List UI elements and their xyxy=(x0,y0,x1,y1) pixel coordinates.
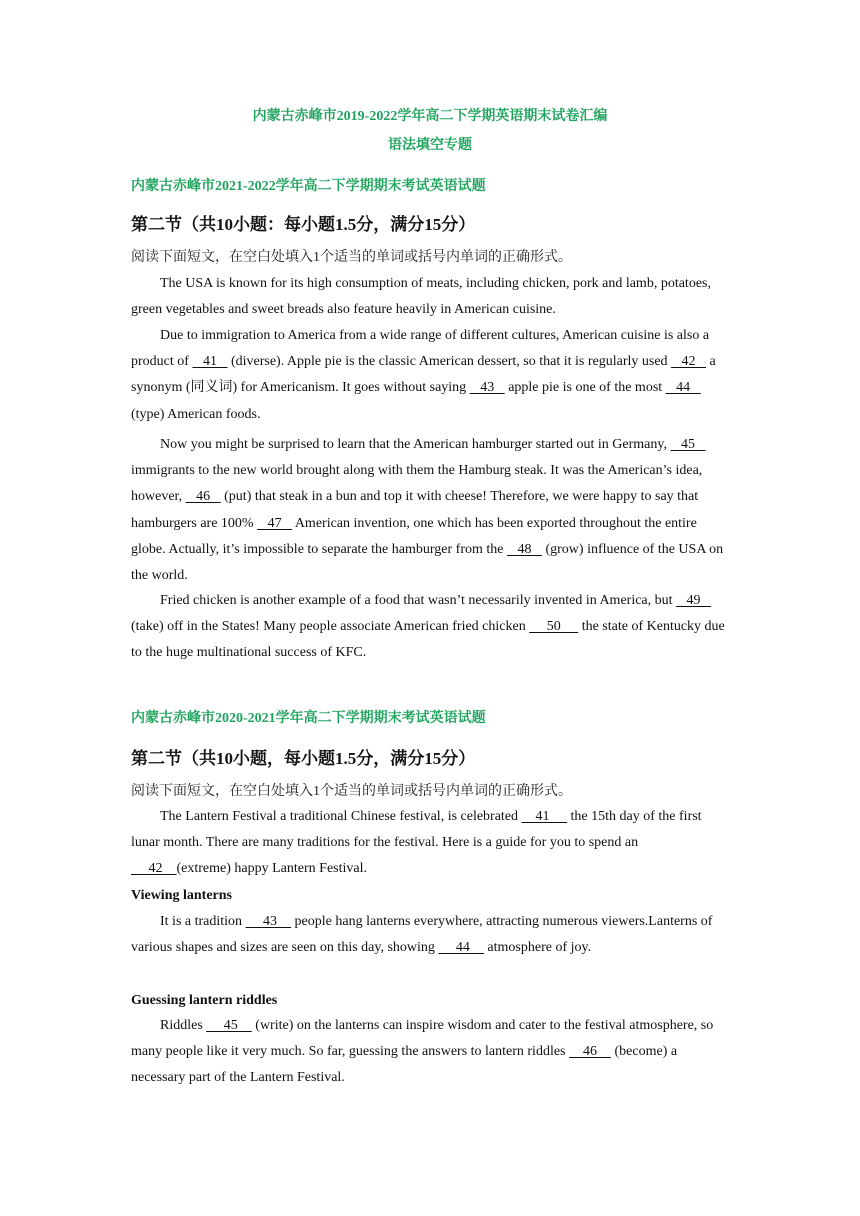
main-title: 内蒙古赤峰市2019-2022学年高二下学期英语期末试卷汇编 xyxy=(252,109,608,124)
blank-43: 43 xyxy=(469,380,505,396)
exam1-paragraph-1: The USA is known for its high consumption of meats, including chicken, pork and lamb, potatoes, green vegetables and sweet breads also feature heavily in American cuisine. xyxy=(131,276,711,318)
text: apple pie is one of the most xyxy=(504,380,666,396)
text: atmosphere of joy. xyxy=(483,940,592,956)
blank-48: 48 xyxy=(506,541,542,557)
blank-46: 46 xyxy=(185,489,221,505)
blank-44: 44 xyxy=(438,940,484,956)
text: (diverse). Apple pie is the classic American dessert, so that it is regularly used xyxy=(227,354,672,370)
blank-44: 44 xyxy=(665,380,701,396)
blank-45: 45 xyxy=(670,437,706,452)
exam1-section-title: 第二节（共10小题：每小题1.5分，满分15分） xyxy=(131,215,476,234)
exam2-paragraph-1 xyxy=(131,804,726,883)
subheading-viewing-lanterns: Viewing lanterns xyxy=(131,888,232,903)
text: The Lantern Festival a traditional Chinese festival, is celebrated xyxy=(160,809,522,824)
text: American invention, one which has been exported throughout the entire globe. Actually, it’s impossible to separate the hamburger from the xyxy=(131,515,697,557)
exam2-instruction: 阅读下面短文，在空白处填入1个适当的单词或括号内单词的正确形式。 xyxy=(131,784,572,799)
text: a synonym (同义词) for Americanism. It goes without saying xyxy=(131,354,716,396)
text: (write) on the lanterns can inspire wisdom and cater to the festival atmosphere, so many people like it very much. So far, guessing the answers to lantern riddles xyxy=(131,1018,714,1060)
exam2-section-title: 第二节（共10小题，每小题1.5分，满分15分） xyxy=(131,749,476,768)
exam2-heading: 内蒙古赤峰市2020-2021学年高二下学期期末考试英语试题 xyxy=(131,711,486,726)
blank-43: 43 xyxy=(245,914,292,929)
blank-42: 42 xyxy=(131,861,177,877)
blank-41: 41 xyxy=(521,809,568,824)
text: people hang lanterns everywhere, attracting numerous viewers.Lanterns of various shapes and sizes are seen on this day, showing xyxy=(131,914,713,956)
exam1-paragraph-3 xyxy=(131,432,726,589)
blank-47: 47 xyxy=(257,515,293,531)
exam2-paragraph-3 xyxy=(131,1013,726,1092)
subheading-guessing-riddles: Guessing lantern riddles xyxy=(131,993,278,1008)
text: (type) American foods. xyxy=(131,406,261,422)
text: It is a tradition xyxy=(160,914,246,929)
text: the state of Kentucky due to the huge multinational success of KFC. xyxy=(131,619,725,661)
text: (extreme) happy Lantern Festival. xyxy=(176,861,367,877)
exam2-paragraph-2 xyxy=(131,909,726,961)
exam1-paragraph-2 xyxy=(131,323,726,428)
blank-45: 45 xyxy=(206,1018,252,1033)
blank-42: 42 xyxy=(671,354,707,370)
text: (become) a necessary part of the Lantern Festival. xyxy=(131,1044,678,1086)
sub-title: 语法填空专题 xyxy=(388,138,472,153)
text: (grow) influence of the USA on the world. xyxy=(131,541,724,584)
text: immigrants to the new world brought along with them the Hamburg steak. It was the American’s idea, however, xyxy=(131,463,703,505)
text: Now you might be surprised to learn that the American hamburger started out in Germany, xyxy=(160,437,671,452)
exam1-instruction: 阅读下面短文，在空白处填入1个适当的单词或括号内单词的正确形式。 xyxy=(131,250,572,265)
blank-50: 50 xyxy=(529,619,579,635)
blank-46: 46 xyxy=(569,1044,611,1060)
text: Fried chicken is another example of a food that wasn’t necessarily invented in America, but xyxy=(160,593,677,608)
blank-41: 41 xyxy=(192,354,228,370)
text: Due to immigration to America from a wide range of different cultures, American cuisine is also a product of xyxy=(131,328,710,370)
blank-49: 49 xyxy=(676,593,712,608)
text: (put) that steak in a bun and top it with cheese! Therefore, we were happy to say that hamburgers are 100% xyxy=(131,489,699,531)
exam1-heading: 内蒙古赤峰市2021-2022学年高二下学期期末考试英语试题 xyxy=(131,179,486,194)
text: Riddles xyxy=(160,1018,207,1033)
exam1-paragraph-4 xyxy=(131,588,726,667)
text: the 15th day of the first lunar month. There are many traditions for the festival. Here is a guide for you to spend an xyxy=(131,809,702,851)
text: (take) off in the States! Many people associate American fried chicken xyxy=(131,619,530,635)
